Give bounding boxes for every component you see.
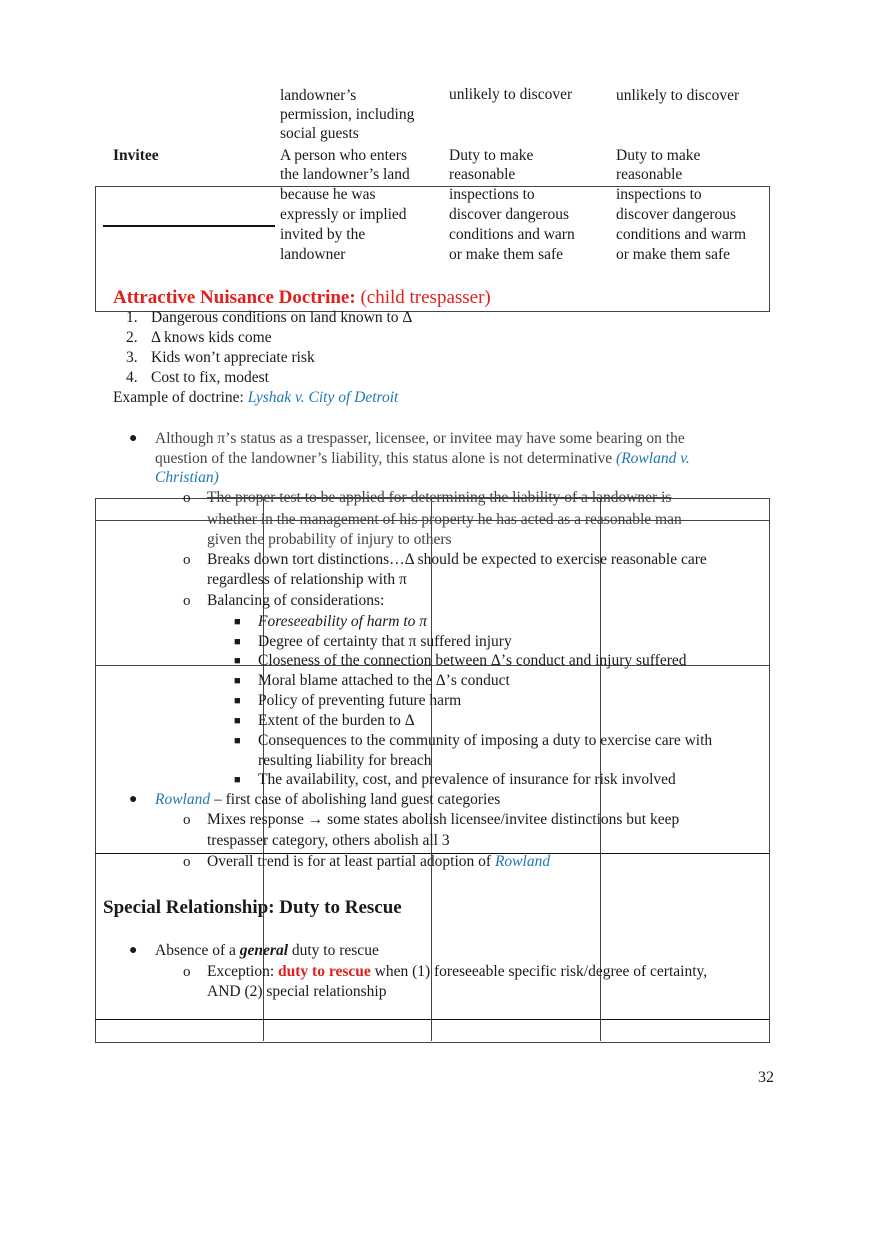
table-cell: unlikely to discover (449, 86, 573, 103)
rowland-bullet-line: Although π’s status as a trespasser, licensee, or invitee may have some bearing on the (155, 430, 685, 447)
table-cell: the landowner’s land (280, 166, 410, 183)
sub-bullet-line: whether in the management of his property he has acted as a reasonable man (207, 511, 682, 528)
case-link: (Rowland v. (616, 450, 690, 467)
circle-bullet-icon: o (183, 593, 191, 609)
bullet-icon: ● (129, 431, 138, 446)
sub-bullet-line: regardless of relationship with π (207, 571, 407, 588)
table-cell: or make them safe (616, 246, 731, 263)
consideration-item: Moral blame attached to the Δ’s conduct (258, 672, 510, 689)
arrow-right-icon: → (307, 811, 324, 828)
square-bullet-icon: ■ (234, 655, 241, 667)
list-number: 4. (126, 369, 138, 386)
table-cell: A person who enters (280, 147, 407, 164)
bullet-text: Overall trend is for at least partial adoption of (207, 853, 495, 870)
consideration-item: Extent of the burden to Δ (258, 712, 415, 729)
consideration-item: Degree of certainty that π suffered injury (258, 633, 512, 650)
table-cell: landowner (280, 246, 346, 263)
square-bullet-icon: ■ (234, 675, 241, 687)
sub-bullet-line (207, 962, 707, 982)
bullet-text: – first case of abolishing land guest categories (210, 791, 501, 808)
table-cell: reasonable (449, 166, 516, 183)
table-cell: conditions and warm (616, 226, 747, 243)
sub-bullet-line: given the probability of injury to others (207, 531, 452, 548)
list-item: Dangerous conditions on land known to Δ (151, 309, 413, 326)
attractive-nuisance-heading (113, 286, 491, 310)
page-number: 32 (758, 1069, 774, 1086)
sub-bullet-line (207, 810, 679, 830)
square-bullet-icon: ■ (234, 774, 241, 786)
highlight-text: duty to rescue (278, 963, 371, 980)
bullet-text: question of the landowner’s liability, this status alone is not determinative (155, 450, 617, 467)
consideration-item: Foreseeability of harm to π (258, 613, 428, 630)
table-cell: inspections to (616, 186, 702, 203)
square-bullet-icon: ■ (234, 616, 241, 628)
table-cell: expressly or implied (280, 206, 407, 223)
special-relationship-heading: Special Relationship: Duty to Rescue (103, 897, 402, 918)
bullet-text: Absence of a (155, 942, 240, 959)
table-cell: because he was (280, 186, 376, 203)
table-cell: discover dangerous (449, 206, 570, 223)
case-link: Rowland (494, 853, 551, 870)
table-cell: inspections to (449, 186, 535, 203)
bullet-text: Mixes response (207, 811, 308, 828)
table-cell: Duty to make (449, 147, 534, 164)
bullet-icon: ● (129, 792, 138, 807)
list-item: Δ knows kids come (151, 329, 272, 346)
circle-bullet-icon: o (183, 490, 191, 506)
list-number: 2. (126, 329, 138, 346)
rowland-bullet-line (155, 449, 690, 469)
consideration-item: Consequences to the community of imposing a duty to exercise care with (258, 732, 713, 749)
circle-bullet-icon: o (183, 854, 191, 870)
table-cell: or make them safe (449, 246, 564, 263)
example-line (113, 388, 398, 408)
table-cell: unlikely to discover (616, 87, 740, 104)
table-cell: invited by the (280, 226, 366, 243)
circle-bullet-icon: o (183, 552, 191, 568)
table-cell: discover dangerous (616, 206, 737, 223)
bullet-icon: ● (129, 943, 138, 958)
bullet-text: when (1) foreseeable specific risk/degree of certainty, (370, 963, 708, 980)
table-cell: landowner’s (280, 87, 357, 104)
square-bullet-icon: ■ (234, 735, 241, 747)
circle-bullet-icon: o (183, 964, 191, 980)
sub-bullet-line: The proper test to be applied for determining the liability of a landowner is (207, 489, 672, 506)
sub-bullet-line: Breaks down tort distinctions…Δ should be expected to exercise reasonable care (207, 551, 707, 568)
square-bullet-icon: ■ (234, 636, 241, 648)
consideration-item: Policy of preventing future harm (258, 692, 462, 709)
sub-bullet-line: AND (2) special relationship (207, 983, 387, 1000)
sub-bullet-line (207, 852, 550, 872)
sub-bullet-line: Balancing of considerations: (207, 592, 385, 609)
consideration-item: The availability, cost, and prevalence of insurance for risk involved (258, 771, 676, 788)
bullet-text: some states abolish licensee/invitee distinctions but keep (323, 811, 680, 828)
invitee-label: Invitee (113, 147, 159, 164)
sub-bullet-line: trespasser category, others abolish all 3 (207, 832, 450, 849)
bullet-text: Exception: (207, 963, 279, 980)
list-item: Kids won’t appreciate risk (151, 349, 315, 366)
case-link: Lyshak v. City of Detroit (247, 389, 399, 406)
special-bullet (155, 941, 379, 961)
circle-bullet-icon: o (183, 812, 191, 828)
heading-text: Attractive Nuisance Doctrine: (113, 287, 356, 308)
square-bullet-icon: ■ (234, 695, 241, 707)
example-prefix: Example of doctrine: (113, 389, 248, 406)
table-cell: Duty to make (616, 147, 701, 164)
list-number: 3. (126, 349, 138, 366)
list-item: Cost to fix, modest (151, 369, 269, 386)
table-cell: conditions and warn (449, 226, 575, 243)
case-link: Rowland (155, 791, 211, 808)
bullet-text: duty to rescue (288, 942, 379, 959)
rowland-second-bullet (155, 790, 500, 810)
emphasis-text: general (239, 942, 288, 959)
heading-subtext: (child trespasser) (360, 287, 491, 308)
case-link: Christian) (155, 469, 219, 486)
consideration-item: Closeness of the connection between Δ’s conduct and injury suffered (258, 652, 687, 669)
grid-row-line (95, 1019, 769, 1020)
table-cell: social guests (280, 125, 359, 142)
list-number: 1. (126, 309, 138, 326)
square-bullet-icon: ■ (234, 715, 241, 727)
grid-rule (103, 225, 275, 227)
consideration-item: resulting liability for breach (258, 752, 432, 769)
table-cell: permission, including (280, 106, 415, 123)
table-cell: reasonable (616, 166, 683, 183)
